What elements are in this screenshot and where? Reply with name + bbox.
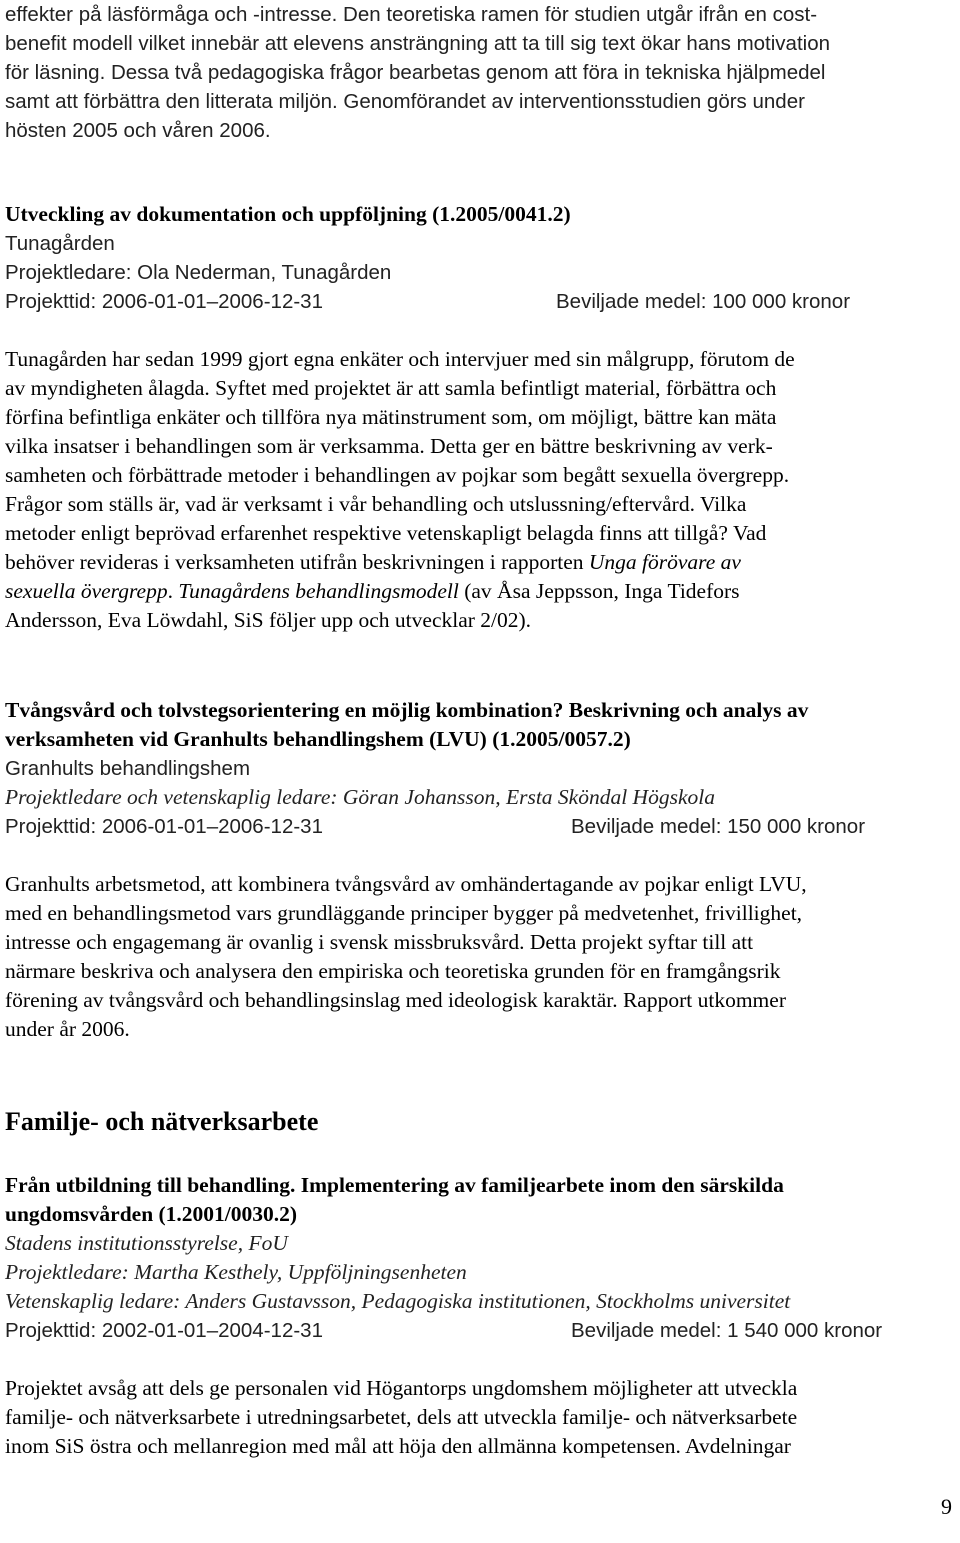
project-description: [5, 870, 942, 1044]
section-heading: Familje- och nätverksarbete: [5, 1107, 319, 1136]
project-funding: Beviljade medel: 100 000 kronor: [556, 290, 851, 313]
intro-line: benefit modell vilket innebär att elevens ansträngning att ta till sig text ökar hans motivation: [5, 32, 831, 55]
body-line: metoder enligt beprövad erfarenhet respektive vetenskapligt belagda finns att tillgå? Vad: [5, 521, 767, 545]
project-period-row: [5, 287, 942, 316]
body-text: (av Åsa Jeppsson, Inga Tidefors: [458, 579, 740, 603]
body-line: vilka insatser i behandlingen som är verksamma. Detta ger en bättre beskrivning av verk-: [5, 434, 773, 458]
body-line: förening av tvångsvård och behandlingsinslag med ideologisk karaktär. Rapport utkommer: [5, 988, 786, 1012]
body-line: under år 2006.: [5, 1017, 130, 1041]
project-entry: [5, 1171, 942, 1345]
project-period-row: [5, 1316, 942, 1345]
body-line: Tunagården har sedan 1999 gjort egna enkäter och intervjuer med sin målgrupp, förutom de: [5, 347, 795, 371]
intro-line: effekter på läsförmåga och -intresse. Den teoretiska ramen för studien utgår ifrån en cost-: [5, 3, 818, 26]
project-organization: Stadens institutionsstyrelse, FoU: [5, 1231, 288, 1255]
intro-line: hösten 2005 och våren 2006.: [5, 119, 271, 142]
intro-line: för läsning. Dessa två pedagogiska frågor bearbetas genom att föra in tekniska hjälpmedel: [5, 61, 826, 84]
project-entry: [5, 200, 942, 316]
body-line: inom SiS östra och mellanregion med mål att höja den allmänna kompetensen. Avdelningar: [5, 1434, 791, 1458]
body-line: [5, 548, 942, 577]
body-line: med en behandlingsmetod vars grundläggande principer bygger på medvetenhet, frivillighet,: [5, 901, 803, 925]
body-line: förfina befintliga enkäter och tillföra nya mätinstrument som, om möjligt, bättre kan mäta: [5, 405, 777, 429]
intro-line: samt att förbättra den litterata miljön. Genomförandet av interventionsstudien görs under: [5, 90, 805, 113]
project-title: ungdomsvården (1.2001/0030.2): [5, 1202, 298, 1226]
body-line: Projektet avsåg att dels ge personalen vid Högantorps ungdomshem möjligheter att utveckla: [5, 1376, 798, 1400]
project-title: Utveckling av dokumentation och uppföljning (1.2005/0041.2): [5, 202, 571, 226]
intro-paragraph: [5, 0, 942, 145]
project-leader: Projektledare och vetenskaplig ledare: Göran Johansson, Ersta Sköndal Högskola: [5, 785, 715, 809]
project-title: verksamheten vid Granhults behandlingshem (LVU) (1.2005/0057.2): [5, 727, 631, 751]
project-title: Från utbildning till behandling. Implementering av familjearbete inom den särskilda: [5, 1173, 784, 1197]
project-entry: [5, 696, 942, 841]
project-description: [5, 345, 942, 635]
project-leader: Projektledare: Ola Nederman, Tunagården: [5, 261, 392, 284]
project-period: Projekttid: 2002-01-01–2004-12-31: [5, 1319, 323, 1342]
project-period: Projekttid: 2006-01-01–2006-12-31: [5, 290, 323, 313]
project-scientific-leader: Vetenskaplig ledare: Anders Gustavsson, Pedagogiska institutionen, Stockholms universitet: [5, 1289, 791, 1313]
body-text: .: [167, 579, 179, 603]
body-line: samheten och förbättrade metoder i behandlingen av pojkar som begått sexuella övergrepp.: [5, 463, 790, 487]
page-number: 9: [941, 1494, 952, 1519]
report-title: sexuella övergrepp: [5, 579, 168, 603]
body-line: intresse och engagemang är ovanlig i svensk missbruksvård. Detta projekt syftar till att: [5, 930, 754, 954]
project-description: [5, 1374, 942, 1461]
body-line: närmare beskriva och analysera den empiriska och teoretiska grunden för en framgångsrik: [5, 959, 781, 983]
body-text: behöver revideras i verksamheten utifrån beskrivningen i rapporten: [5, 550, 589, 574]
report-title: Tunagårdens behandlingsmodell: [178, 579, 459, 603]
project-funding: Beviljade medel: 150 000 kronor: [571, 815, 866, 838]
report-title: Unga förövare av: [588, 550, 741, 574]
project-period: Projekttid: 2006-01-01–2006-12-31: [5, 815, 323, 838]
project-organization: Granhults behandlingshem: [5, 757, 251, 780]
project-funding: Beviljade medel: 1 540 000 kronor: [571, 1319, 883, 1342]
project-leader: Projektledare: Martha Kesthely, Uppföljningsenheten: [5, 1260, 467, 1284]
project-period-row: [5, 812, 942, 841]
body-line: Frågor som ställs är, vad är verksamt i vår behandling och utslussning/eftervård. Vilka: [5, 492, 747, 516]
body-line: familje- och nätverksarbete i utredningsarbetet, dels att utveckla familje- och nätverksarbete: [5, 1405, 798, 1429]
body-line: Andersson, Eva Löwdahl, SiS följer upp och utvecklar 2/02).: [5, 608, 532, 632]
section-heading-block: [5, 1107, 942, 1136]
body-line: Granhults arbetsmetod, att kombinera tvångsvård av omhändertagande av pojkar enligt LVU,: [5, 872, 807, 896]
body-line: [5, 577, 942, 606]
body-line: av myndigheten ålagda. Syftet med projektet är att samla befintligt material, förbättra och: [5, 376, 777, 400]
project-organization: Tunagården: [5, 232, 115, 255]
project-title: Tvångsvård och tolvstegsorientering en möjlig kombination? Beskrivning och analys av: [5, 698, 809, 722]
